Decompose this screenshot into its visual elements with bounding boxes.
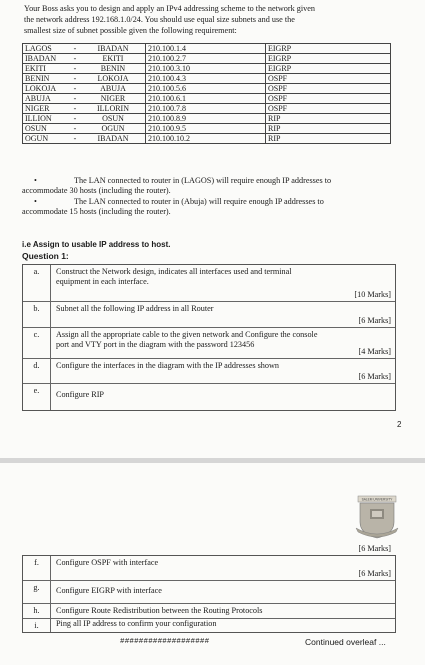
question-text bbox=[56, 581, 395, 596]
route-to: NIGER bbox=[81, 94, 146, 104]
route-from: EKITI bbox=[23, 64, 70, 74]
question-row-a bbox=[23, 265, 395, 302]
question-text bbox=[56, 265, 395, 287]
question-letter: a. bbox=[23, 265, 51, 301]
requirement-item-lagos bbox=[22, 176, 402, 196]
intro-line-3: smallest size of subnet possible given the following requirement: bbox=[24, 26, 237, 35]
route-from: ILLION bbox=[23, 114, 70, 124]
requirement-line-1: The LAN connected to router in (Abuja) will require enough IP addresses to bbox=[74, 197, 324, 206]
route-protocol: EIGRP bbox=[266, 54, 391, 64]
question-text bbox=[56, 604, 395, 616]
question-table-part-1 bbox=[22, 264, 396, 411]
route-protocol: OSPF bbox=[266, 84, 391, 94]
route-dash: - bbox=[69, 104, 81, 114]
bullet-dot: • bbox=[34, 197, 37, 206]
route-dash: - bbox=[69, 94, 81, 104]
question-row-e bbox=[23, 384, 395, 410]
question-letter: f. bbox=[23, 556, 51, 580]
route-dash: - bbox=[69, 74, 81, 84]
requirement-line-1: The LAN connected to router in (LAGOS) will require enough IP addresses to bbox=[74, 176, 332, 185]
route-protocol: RIP bbox=[266, 134, 391, 144]
question-text bbox=[56, 359, 395, 371]
route-to: ILLORIN bbox=[81, 104, 146, 114]
question-letter: c. bbox=[23, 328, 51, 358]
question-line-1: Construct the Network design, indicates all interfaces used and terminal bbox=[56, 267, 292, 276]
assign-note: i.e Assign to usable IP address to host. bbox=[22, 240, 171, 249]
question-row-b bbox=[23, 302, 395, 328]
question-letter: b. bbox=[23, 302, 51, 327]
question-text bbox=[56, 302, 395, 314]
question-line-1: Configure EIGRP with interface bbox=[56, 586, 162, 595]
question-letter: g. bbox=[23, 581, 51, 603]
question-text bbox=[56, 328, 395, 350]
requirements-list bbox=[22, 176, 402, 217]
route-ip: 210.100.8.9 bbox=[146, 114, 266, 124]
question-line-1: Ping all IP address to confirm your configuration bbox=[56, 619, 217, 628]
route-row bbox=[23, 44, 391, 54]
route-ip: 210.100.7.8 bbox=[146, 104, 266, 114]
routes-table bbox=[22, 43, 391, 144]
question-text bbox=[56, 556, 395, 568]
route-protocol: EIGRP bbox=[266, 44, 391, 54]
route-from: ABUJA bbox=[23, 94, 70, 104]
question-text bbox=[56, 619, 395, 629]
route-from: NIGER bbox=[23, 104, 70, 114]
svg-text:SALEM UNIVERSITY: SALEM UNIVERSITY bbox=[361, 497, 393, 502]
question-marks: [10 Marks] bbox=[354, 290, 391, 299]
route-protocol: OSPF bbox=[266, 94, 391, 104]
question-marks: [4 Marks] bbox=[358, 347, 391, 356]
question-row-f bbox=[23, 556, 395, 581]
question-row-i bbox=[23, 619, 395, 632]
route-from: OSUN bbox=[23, 124, 70, 134]
question-line-1: Configure the interfaces in the diagram with the IP addresses shown bbox=[56, 361, 279, 370]
route-row bbox=[23, 94, 391, 104]
route-from: IBADAN bbox=[23, 54, 70, 64]
intro-line-1: Your Boss asks you to design and apply an IPv4 addressing scheme to the network given bbox=[24, 4, 315, 13]
route-row bbox=[23, 74, 391, 84]
question-letter: h. bbox=[23, 604, 51, 618]
question-row-h bbox=[23, 604, 395, 619]
route-ip: 210.100.5.6 bbox=[146, 84, 266, 94]
route-row bbox=[23, 104, 391, 114]
question-line-1: Assign all the appropriate cable to the given network and Configure the console bbox=[56, 330, 318, 339]
question-row-c bbox=[23, 328, 395, 359]
question-letter: e. bbox=[23, 384, 51, 410]
route-dash: - bbox=[69, 134, 81, 144]
question-marks: [6 Marks] bbox=[358, 316, 391, 325]
route-to: ABUJA bbox=[81, 84, 146, 94]
route-from: OGUN bbox=[23, 134, 70, 144]
route-row bbox=[23, 124, 391, 134]
question-letter: i. bbox=[23, 619, 51, 632]
route-dash: - bbox=[69, 124, 81, 134]
question-marks-carryover: [6 Marks] bbox=[358, 544, 391, 553]
route-dash: - bbox=[69, 44, 81, 54]
question-row-d bbox=[23, 359, 395, 384]
route-row bbox=[23, 64, 391, 74]
question-line-1: Configure OSPF with interface bbox=[56, 558, 159, 567]
route-protocol: OSPF bbox=[266, 74, 391, 84]
route-to: IBADAN bbox=[81, 134, 146, 144]
question-line-2: port and VTY port in the diagram with the password 123456 bbox=[56, 340, 255, 349]
route-to: LOKOJA bbox=[81, 74, 146, 84]
requirement-line-2: accommodate 30 hosts (including the router). bbox=[22, 186, 171, 195]
route-ip: 210.100.6.1 bbox=[146, 94, 266, 104]
question-letter: d. bbox=[23, 359, 51, 383]
route-protocol: OSPF bbox=[266, 104, 391, 114]
route-ip: 210.100.9.5 bbox=[146, 124, 266, 134]
page-number: 2 bbox=[397, 420, 402, 429]
route-ip: 210.100.3.10 bbox=[146, 64, 266, 74]
continued-overleaf: Continued overleaf ... bbox=[305, 637, 386, 647]
bullet-dot: • bbox=[34, 176, 37, 185]
route-from: LAGOS bbox=[23, 44, 70, 54]
requirement-line-2: accommodate 15 hosts (including the router). bbox=[22, 207, 171, 216]
route-from: LOKOJA bbox=[23, 84, 70, 94]
route-dash: - bbox=[69, 84, 81, 94]
question-line-1: Configure Route Redistribution between the Routing Protocols bbox=[56, 606, 263, 615]
route-ip: 210.100.2.7 bbox=[146, 54, 266, 64]
route-protocol: EIGRP bbox=[266, 64, 391, 74]
question-text bbox=[56, 384, 395, 400]
route-ip: 210.100.10.2 bbox=[146, 134, 266, 144]
route-row bbox=[23, 84, 391, 94]
route-to: BENIN bbox=[81, 64, 146, 74]
question-title: Question 1: bbox=[22, 251, 69, 261]
route-from: BENIN bbox=[23, 74, 70, 84]
route-to: OGUN bbox=[81, 124, 146, 134]
question-line-1: Configure RIP bbox=[56, 390, 104, 399]
intro-paragraph bbox=[24, 3, 404, 36]
route-dash: - bbox=[69, 54, 81, 64]
route-to: EKITI bbox=[81, 54, 146, 64]
question-marks: [6 Marks] bbox=[358, 569, 391, 578]
route-to: OSUN bbox=[81, 114, 146, 124]
footer-hash-line: ################### bbox=[120, 638, 210, 646]
question-table-part-2 bbox=[22, 555, 396, 633]
route-ip: 210.100.1.4 bbox=[146, 44, 266, 54]
intro-line-2: the network address 192.168.1.0/24. You should use equal size subnets and use the bbox=[24, 15, 295, 24]
route-dash: - bbox=[69, 64, 81, 74]
question-line-1: Subnet all the following IP address in all Router bbox=[56, 304, 214, 313]
requirement-item-abuja bbox=[22, 197, 402, 217]
question-line-2: equipment in each interface. bbox=[56, 277, 149, 286]
route-to: IBADAN bbox=[81, 44, 146, 54]
route-row bbox=[23, 134, 391, 144]
route-dash: - bbox=[69, 114, 81, 124]
university-logo bbox=[352, 494, 402, 540]
question-row-g bbox=[23, 581, 395, 604]
route-row bbox=[23, 114, 391, 124]
route-protocol: RIP bbox=[266, 114, 391, 124]
route-row bbox=[23, 54, 391, 64]
question-marks: [6 Marks] bbox=[358, 372, 391, 381]
route-protocol: RIP bbox=[266, 124, 391, 134]
route-ip: 210.100.4.3 bbox=[146, 74, 266, 84]
